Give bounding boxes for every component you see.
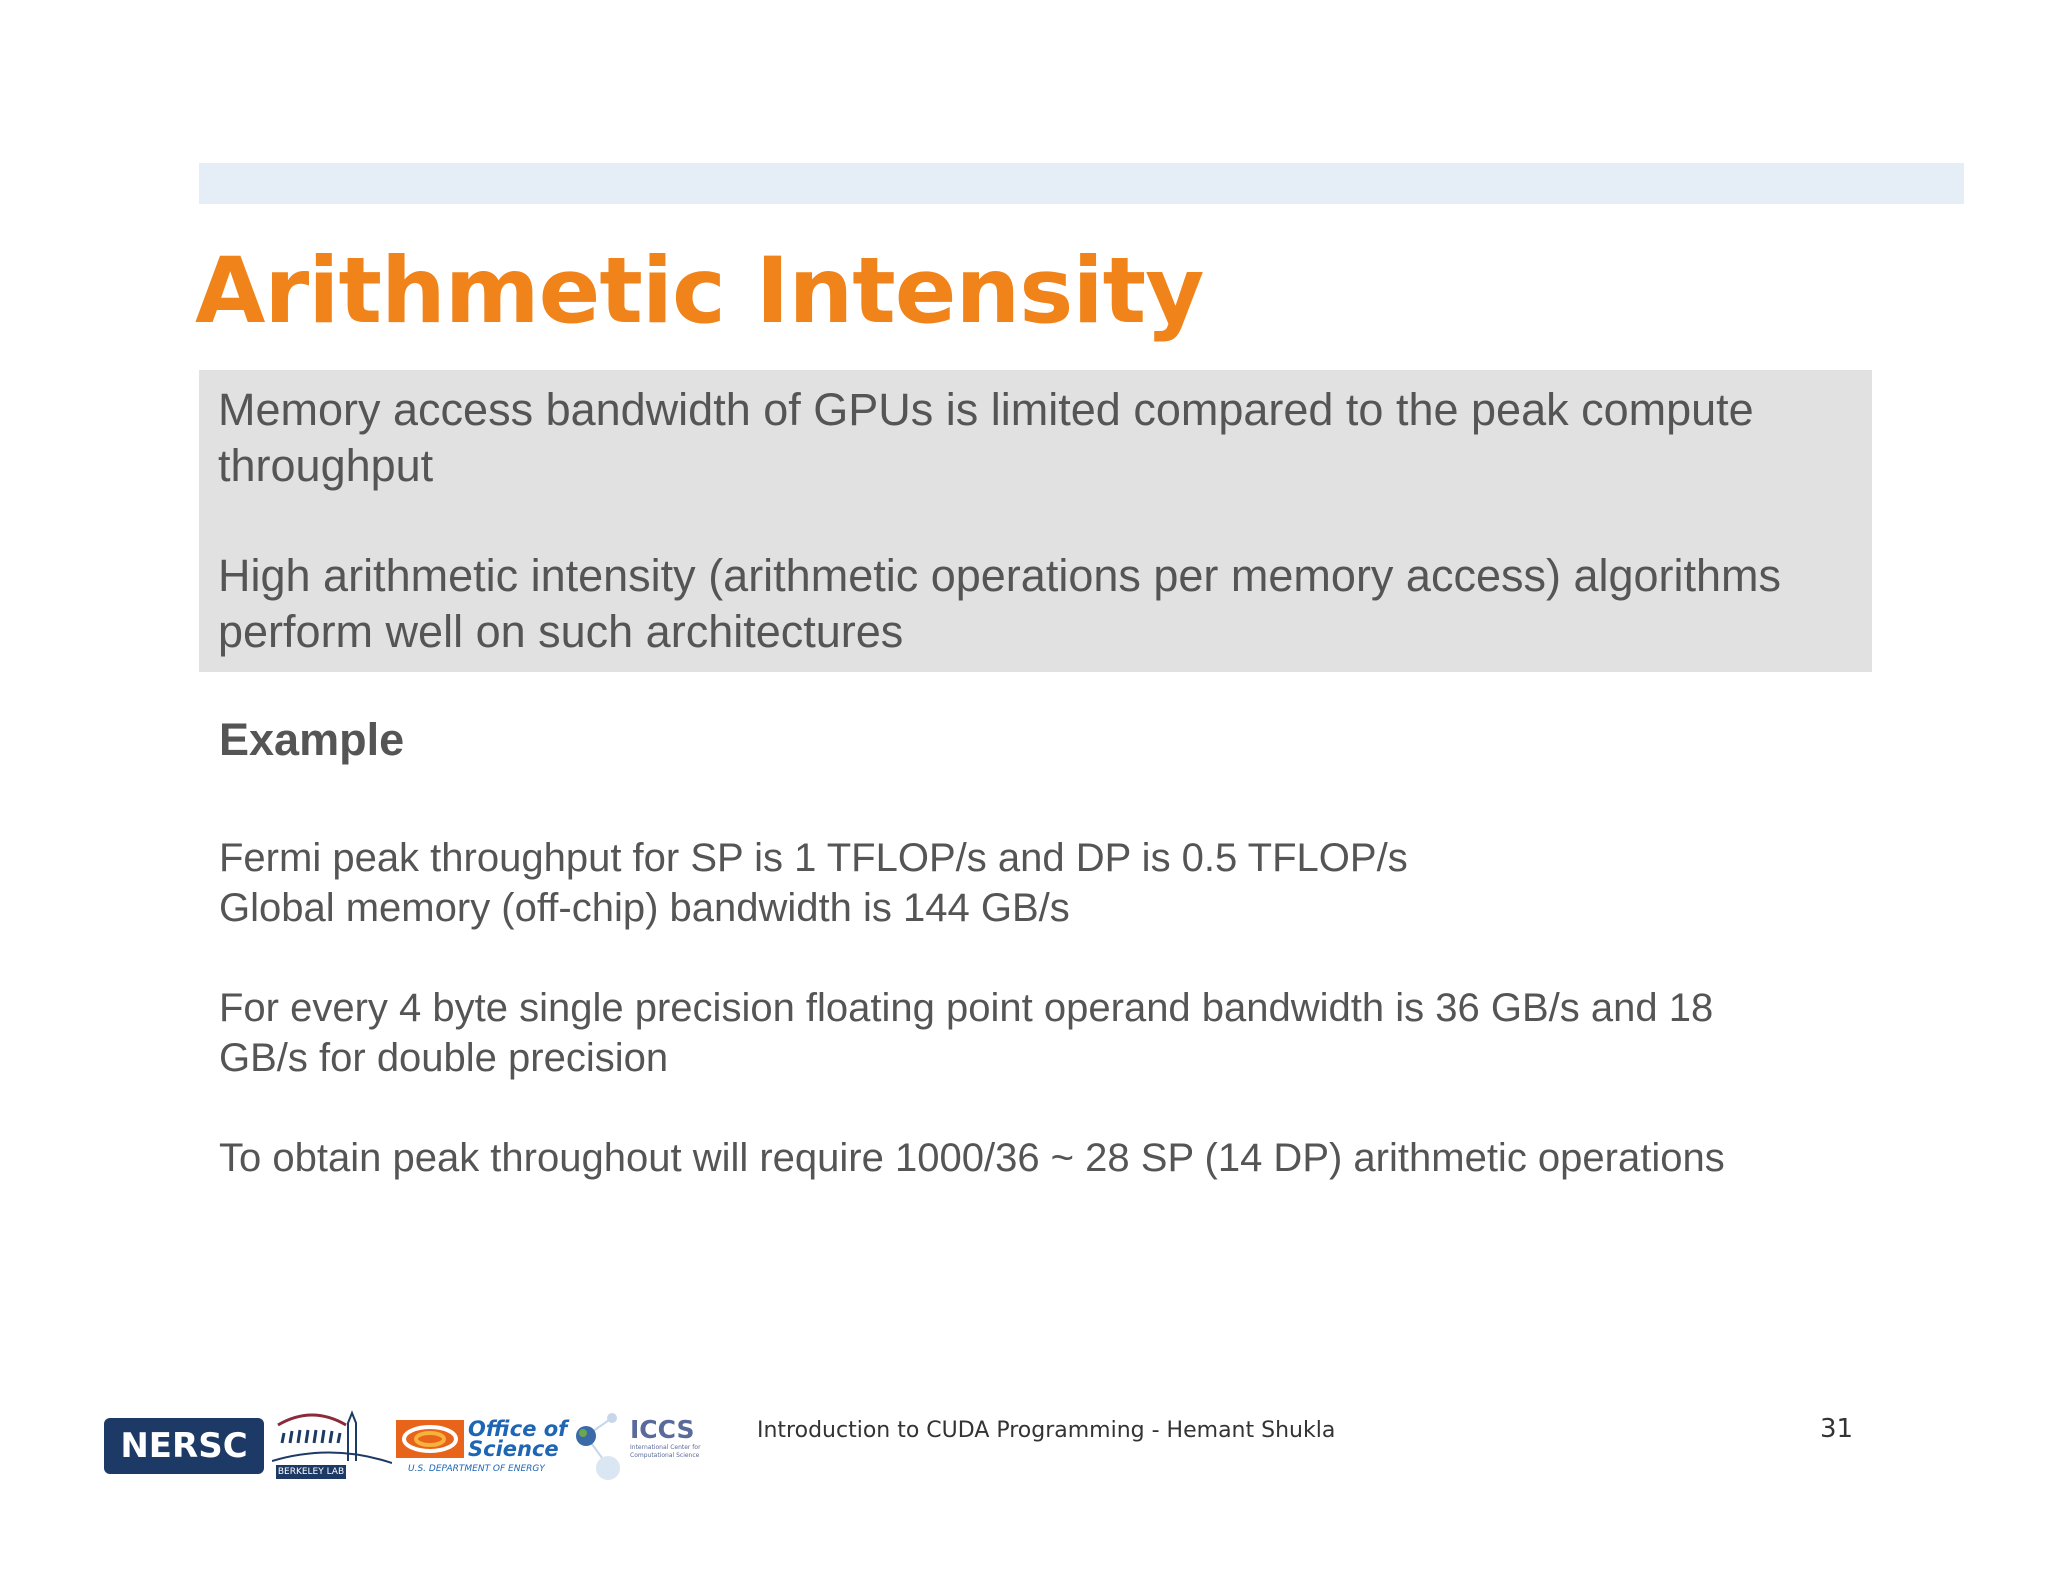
doe-line-2: Science bbox=[468, 1437, 559, 1461]
slide-title: Arithmetic Intensity bbox=[195, 239, 1204, 344]
example-line: For every 4 byte single precision floating point operand bandwidth is 36 GB/s and 18 bbox=[219, 986, 1714, 1030]
page-number: 31 bbox=[1820, 1414, 1854, 1444]
berkeley-lab-text: BERKELEY LAB bbox=[277, 1467, 345, 1477]
header-band bbox=[199, 163, 1964, 204]
example-heading: Example bbox=[219, 714, 405, 765]
iccs-globe-icon bbox=[568, 1406, 628, 1486]
footer-logos bbox=[104, 1398, 724, 1488]
doe-swirl-icon bbox=[396, 1418, 466, 1462]
berkeley-building-icon bbox=[272, 1403, 392, 1465]
iccs-logo bbox=[568, 1406, 718, 1486]
office-of-science-logo bbox=[396, 1418, 596, 1478]
example-line: GB/s for double precision bbox=[219, 1036, 669, 1080]
intro-paragraph-1: Memory access bandwidth of GPUs is limited compared to the peak compute throughput bbox=[218, 384, 1754, 491]
intro-paragraph-2: High arithmetic intensity (arithmetic operations per memory access) algorithms perform well on such architectures bbox=[218, 550, 1782, 657]
iccs-subtext: International Center for Computational Science bbox=[630, 1444, 701, 1459]
example-line: Fermi peak throughput for SP is 1 TFLOP/s and DP is 0.5 TFLOP/s bbox=[219, 836, 1408, 880]
footer-title: Introduction to CUDA Programming - Hemant Shukla bbox=[757, 1418, 1336, 1443]
example-line: Global memory (off-chip) bandwidth is 144 GB/s bbox=[219, 886, 1070, 930]
doe-line-1: Office of bbox=[468, 1417, 568, 1441]
berkeley-lab-logo bbox=[272, 1403, 392, 1483]
example-line: To obtain peak throughout will require 1000/36 ~ 28 SP (14 DP) arithmetic operations bbox=[219, 1136, 1725, 1180]
iccs-text: ICCS bbox=[630, 1415, 695, 1444]
nersc-logo-text: NERSC bbox=[120, 1426, 248, 1466]
doe-line-3: U.S. DEPARTMENT OF ENERGY bbox=[408, 1464, 545, 1474]
nersc-logo bbox=[104, 1418, 264, 1474]
